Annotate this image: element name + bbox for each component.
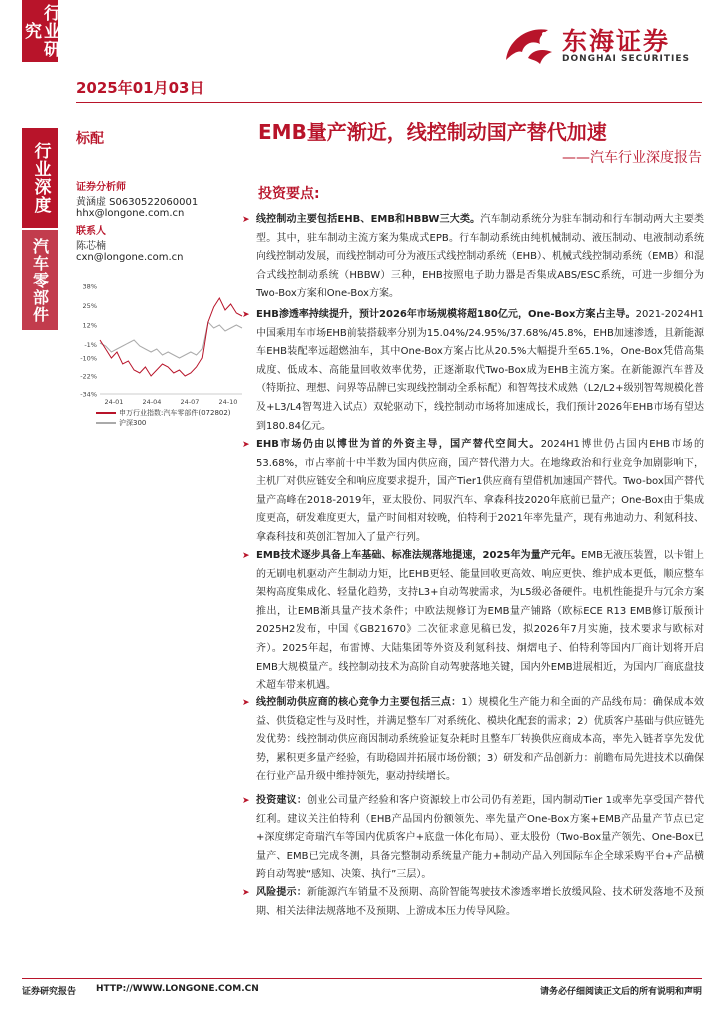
- point-1-body: 汽车制动系统分为驻车制动和行车制动两大主要类型。其中，驻车制动主流方案为集成式EPB。行车制动系统由纯机械制动、液压制动、电液制动系统向线控制动发展，而线控制动可分为液压式线控制动系统（EHB）、机械式线控制动系统（EMB）和混合式线控制动系统（HBBW）三种，EHB按照电子助力器是否集成ABS/ESC系统，可进一步细分为Two-Box方案和One-Box方案。: [256, 214, 704, 300]
- analyst-label: 证券分析师: [76, 182, 126, 193]
- bullet-icon: ➤: [242, 215, 250, 225]
- legend-item-sw: [96, 408, 231, 418]
- index-performance-chart: [74, 278, 244, 428]
- bullet-icon: ➤: [242, 310, 250, 320]
- point-5-body: 1）规模化生产能力和全面的产品线布局：确保成本效益、供货稳定性与及时性，并满足整车厂对系统化、模块化配套的需求；2）优质客户基础与供应链先发优势：线控制动供应商因制动系统验证复杂耗时且整车厂转换供应商成本高，率先入链者享先发优势，累积更多量产经验，有助稳固并拓展市场份额；3）研发和产品创新力：前瞻布局先进技术以确保在行业产品升级中维持领先，驱动持续增长。: [256, 697, 705, 783]
- bullet-icon: ➤: [242, 888, 250, 898]
- point-3-body: 2024H1博世仍占国内EHB市场的53.68%，市占率前十中半数为国内供应商，国产替代潜力大。在地缘政治和行业竞争加剧影响下，主机厂对供应链安全和响应度要求提升，国产Tier1供应商有望借机加速国产替代。Two-box国产替代量产高峰在2018-2019年，亚太股份、同驭汽车、拿森科技2020年底前已量产；One-Box由于集成度更高，研发难度更大，量产时间相对较晚，伯特利于2021年率先量产，现有弗迪动力、利氪科技、拿森科技和英创汇智加入了量产行列。: [256, 439, 704, 543]
- analyst-name: 黄涵虚 S0630522060001: [76, 197, 199, 208]
- y-tick-label: 38%: [82, 282, 97, 291]
- bullet-icon: ➤: [242, 551, 250, 561]
- point-2-body: 2021-2024H1中国乘用车市场EHB前装搭载率分别为15.04%/24.95%/37.68%/45.8%，EHB加速渗透，且新能源车EHB装配率远超燃油车，其中One-Box方案占比从20.5%大幅提升至65.1%，One-Box凭借高集成度、低成本、高能量回收效率优势，正逐渐取代Two-Box成为EHB主流方案。在新能源汽车普及（特斯拉、理想、问界等品牌已实现线控制动全系标配）和智驾技术成熟（L2/L2+级别智驾规模化普及+L3/L4智驾进入试点）双轮驱动下，线控制动市场将加速成长，我们预计2026年EHB市场有望达到180.84亿元。: [256, 309, 704, 432]
- series-line: [100, 322, 242, 358]
- footer-disclaimer: 请务必仔细阅读正文后的所有说明和声明: [539, 987, 702, 997]
- x-tick-label: 24-07: [180, 398, 200, 406]
- report-depth-tag: 行业深度: [22, 128, 58, 228]
- point-4-body: EMB无液压装置，以卡钳上的无刷电机驱动产生制动力矩，比EHB更轻、能量回收更高效、响应更快、维护成本更低，顺应整车架构高度集成化、轻量化趋势，支持L3+自动驾驶需求，为L5级必备硬件。电机性能提升与冗余方案推出，让EMB渐具量产技术条件；中欧法规修订为EMB量产铺路（欧标ECE R13 EMB修订版预计2025H2发布，中国《GB21670》二次征求意见稿已发，拟2026年7月实施，技术要求与欧标对齐）。2025年起，布雷博、大陆集团等外资及利氪科技、炯熠电子、伯特利等国内厂商计划将开启EMB大规模量产。线控制动技术为高阶自动驾驶落地关键，国内外EMB进展相近，为国内厂商底盘技术超车带来机遇。: [256, 550, 704, 692]
- footer-label: 证券研究报告: [22, 987, 77, 997]
- bullet-icon: ➤: [242, 698, 250, 708]
- bullet-icon: ➤: [242, 440, 250, 450]
- point-3: [242, 436, 704, 548]
- logo-chinese: 东海证券: [562, 27, 671, 56]
- x-tick-label: 24-01: [104, 398, 124, 406]
- industry-rating: 标配: [76, 131, 104, 147]
- legend-swatch: [96, 412, 116, 414]
- y-tick-label: -10%: [80, 354, 97, 363]
- point-1-lead: 线控制动主要包括EHB、EMB和HBBW三大类。: [256, 214, 481, 225]
- point-6: [242, 792, 705, 885]
- contact-name: 陈芯楠: [76, 241, 106, 252]
- point-7-lead: 风险提示：: [256, 887, 307, 898]
- chart-legend: [96, 408, 231, 428]
- report-date: 2025年01月03日: [76, 79, 205, 97]
- point-2: [242, 306, 704, 436]
- y-tick-label: -34%: [80, 390, 97, 399]
- point-7: [242, 884, 705, 921]
- key-points-heading: 投资要点:: [258, 186, 320, 202]
- point-5: [242, 694, 705, 787]
- x-tick-label: 24-04: [142, 398, 162, 406]
- industry-tag: 汽车零部件: [22, 230, 58, 330]
- legend-label: 沪深300: [119, 419, 147, 427]
- y-tick-label: 25%: [82, 302, 97, 310]
- series-line: [100, 298, 242, 376]
- legend-swatch: [96, 422, 116, 424]
- point-4: [242, 547, 704, 696]
- legend-item-hs300: [96, 418, 231, 428]
- contact-email[interactable]: cxn@longone.com.cn: [76, 252, 184, 263]
- dragon-logo-icon: [498, 20, 558, 70]
- x-tick-label: 24-10: [218, 398, 238, 406]
- point-2-lead: EHB渗透率持续提升，预计2026年市场规模将超180亿元，One-Box方案占主导。: [256, 309, 636, 320]
- footer-website[interactable]: HTTP://WWW.LONGONE.COM.CN: [96, 984, 259, 994]
- y-tick-label: -1%: [84, 341, 97, 349]
- y-tick-label: 12%: [82, 321, 97, 330]
- report-type-tag: 行业研究: [22, 0, 58, 62]
- point-3-lead: EHB市场仍由以博世为首的外资主导，国产替代空间大。: [256, 439, 541, 450]
- point-7-body: 新能源汽车销量不及预期、高阶智能驾驶技术渗透率增长放缓风险、技术研发落地不及预期、相关法律法规落地不及预期、上游成本压力传导风险。: [256, 887, 705, 917]
- bullet-icon: ➤: [242, 796, 250, 806]
- report-title: EMB量产渐近，线控制动国产替代加速: [258, 120, 607, 144]
- point-1: [242, 211, 704, 304]
- contact-label: 联系人: [76, 226, 106, 237]
- logo-english: DONGHAI SECURITIES: [562, 54, 690, 64]
- legend-label: 申万行业指数:汽车零部件(072802): [119, 409, 231, 417]
- analyst-email[interactable]: hhx@longone.com.cn: [76, 208, 185, 219]
- point-4-lead: EMB技术逐步具备上车基础、标准法规落地提速，2025年为量产元年。: [256, 550, 582, 561]
- y-tick-label: -22%: [80, 372, 97, 381]
- report-subtitle: ——汽车行业深度报告: [562, 150, 702, 166]
- company-logo: [498, 20, 708, 70]
- point-5-lead: 线控制动供应商的核心竞争力主要包括三点：: [256, 697, 462, 708]
- footer-divider: [22, 978, 702, 979]
- point-6-body: 创业公司量产经验和客户资源较上市公司仍有差距，国内制动Tier 1或率先享受国产替代红利。建议关注伯特利（EHB产品国内份额领先、率先量产One-Box方案+EMB产品量产节点已定+深度绑定奇瑞汽车等国内优质客户+底盘一体化布局）、亚太股份（Two-Box量产领先、One-Box已量产、EMB已完成冬测，具备完整制动系统量产能力+制动产品入列国际车企全球采购平台+产品横跨自动驾驶“感知、决策、执行”三层）。: [256, 795, 705, 881]
- point-6-lead: 投资建议：: [256, 795, 308, 806]
- header-divider: [76, 102, 702, 103]
